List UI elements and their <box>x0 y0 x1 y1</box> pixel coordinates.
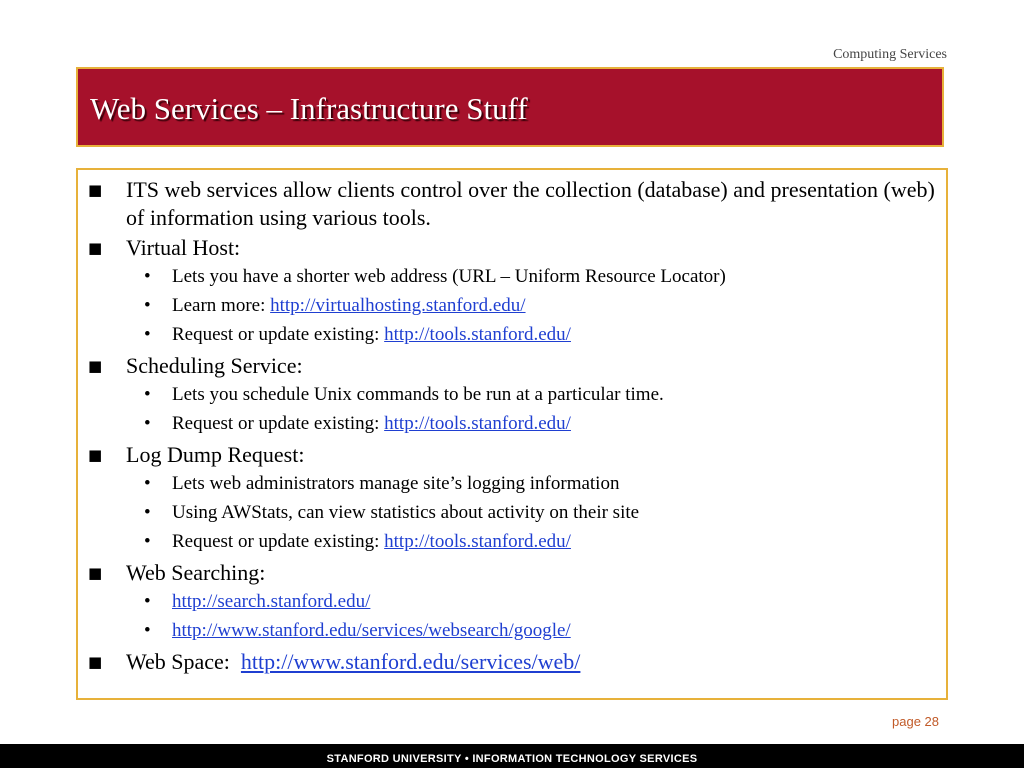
sub-item <box>78 618 946 644</box>
tools-link[interactable]: http://tools.stanford.edu/ <box>384 324 571 345</box>
dot-bullet-icon: • <box>144 531 151 552</box>
list-item <box>78 648 946 676</box>
page-number: page 28 <box>892 714 939 729</box>
list-item <box>78 559 946 587</box>
org-label: Computing Services <box>833 47 947 62</box>
sub-item <box>78 411 946 437</box>
dot-bullet-icon: • <box>144 473 151 494</box>
sub-text: Lets you have a shorter web address (URL – Uniform Resource Locator) <box>172 266 726 287</box>
footer-bar: STANFORD UNIVERSITY • INFORMATION TECHNOLOGY SERVICES <box>0 744 1024 768</box>
sub-list <box>78 589 946 644</box>
dot-bullet-icon: • <box>144 502 151 523</box>
square-bullet-icon: ■ <box>88 239 103 257</box>
sub-text: Lets web administrators manage site’s logging information <box>172 473 620 494</box>
item-text: Web Space: <box>126 649 241 674</box>
list-item <box>78 441 946 469</box>
sub-list <box>78 264 946 348</box>
sub-list <box>78 382 946 437</box>
search-link[interactable]: http://search.stanford.edu/ <box>172 591 371 612</box>
square-bullet-icon: ■ <box>88 653 103 671</box>
dot-bullet-icon: • <box>144 384 151 405</box>
sub-text: Request or update existing: <box>172 324 385 345</box>
dot-bullet-icon: • <box>144 324 151 345</box>
sub-item <box>78 471 946 497</box>
tools-link[interactable]: http://tools.stanford.edu/ <box>384 413 571 434</box>
sub-text: Using AWStats, can view statistics about activity on their site <box>172 502 640 523</box>
item-text: Web Searching: <box>126 560 266 585</box>
dot-bullet-icon: • <box>144 591 151 612</box>
sub-text: Lets you schedule Unix commands to be run at a particular time. <box>172 384 664 405</box>
dot-bullet-icon: • <box>144 266 151 287</box>
sub-text: Request or update existing: <box>172 413 385 434</box>
web-space-link[interactable]: http://www.stanford.edu/services/web/ <box>240 649 581 674</box>
sub-item <box>78 322 946 348</box>
square-bullet-icon: ■ <box>88 357 103 375</box>
sub-text: Learn more: <box>172 295 271 316</box>
square-bullet-icon: ■ <box>88 564 103 582</box>
list-item <box>78 352 946 380</box>
sub-item <box>78 589 946 615</box>
sub-item <box>78 382 946 408</box>
dot-bullet-icon: • <box>144 620 151 641</box>
content-box <box>76 168 948 700</box>
slide-title: Web Services – Infrastructure Stuff <box>90 91 528 126</box>
virtualhosting-link[interactable]: http://virtualhosting.stanford.edu/ <box>270 295 526 316</box>
bullet-list <box>78 170 946 676</box>
sub-item <box>78 264 946 290</box>
square-bullet-icon: ■ <box>88 181 103 199</box>
item-text: Log Dump Request: <box>126 442 305 467</box>
sub-item <box>78 500 946 526</box>
sub-item <box>78 529 946 555</box>
item-text: Scheduling Service: <box>126 353 303 378</box>
title-bar <box>76 67 944 147</box>
dot-bullet-icon: • <box>144 413 151 434</box>
sub-text: Request or update existing: <box>172 531 385 552</box>
square-bullet-icon: ■ <box>88 446 103 464</box>
sub-list <box>78 471 946 555</box>
dot-bullet-icon: • <box>144 295 151 316</box>
item-text: Virtual Host: <box>126 235 241 260</box>
websearch-google-link[interactable]: http://www.stanford.edu/services/websearch/google/ <box>172 620 571 641</box>
sub-item <box>78 293 946 319</box>
item-text: ITS web services allow clients control over the collection (database) and presentation (web) of information using various tools. <box>126 177 935 230</box>
list-item <box>78 234 946 262</box>
list-item <box>78 176 946 232</box>
tools-link[interactable]: http://tools.stanford.edu/ <box>384 531 571 552</box>
